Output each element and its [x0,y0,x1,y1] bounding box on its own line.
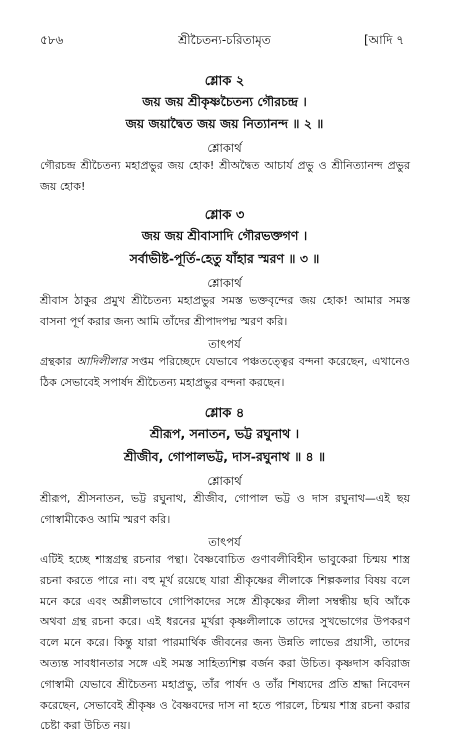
purport-italic-term: আদিলীলার [76,355,127,368]
translation-label: শ্লোকার্থ [207,474,242,488]
purport-lead: গ্রন্থকার [40,355,77,368]
page-number: ৫৮৬ [40,33,64,47]
translation-label: শ্লোকার্থ [207,141,242,155]
verse-line: জয় জয় শ্রীবাসাদি গৌরভক্তগণ । [141,228,308,243]
purport-text: এটিই হচ্ছে শাস্ত্রগ্রন্থ রচনার পন্থা। বৈষ্ণবোচিত গুণাবলীবিহীন ভাবুকেরা চিন্ময় শাস্ত্র রচনা করতে পারে না। বহু মূর্খ রয়েছে যারা শ্রীকৃষ্ণের লীলাকে শিল্পকলার বিষয় বলে মনে করে এবং অশ্লীলভাবে গোপিকাদের সঙ্গে শ্রীকৃষ্ণের লীলা সম্বন্ধীয় ছবি আঁকে অথবা গ্রন্থ রচনা করে। এই ধরনের মূর্খরা কৃষ্ণলীলাকে তাদের সুখভোগের উপকরণ বলে মনে করে। কিন্তু যারা পারমার্থিক জীবনের জন্য উন্নতি লাভের প্রয়াসী, তাদের অত্যন্ত সাবধানতার সঙ্গে এই সমস্ত সাহিত্যশিল্প বর্জন করা উচিত। কৃষ্ণদাস কবিরাজ গোস্বামী যেভাবে শ্রীচৈতন্য মহাপ্রভু, তাঁর পার্ষদ ও তাঁর শিষ্যদের প্রতি শ্রদ্ধা নিবেদন করেছেন, সেভাবেই শ্রীকৃষ্ণ ও বৈষ্ণবদের দাস না হতে পারলে, চিন্ময় শাস্ত্র রচনা করার চেষ্টা করা উচিত নয়। [40,553,410,733]
translation-text: শ্রীরূপ, শ্রীসনাতন, ভট্ট রঘুনাথ, শ্রীজীব, গোপাল ভট্ট ও দাস রঘুনাথ—এই ছয় গোস্বামীকেও আমি স্মরণ করি। [40,492,410,526]
verse-heading: শ্লোক ৩ [204,208,245,223]
purport-text [40,352,410,394]
translation-text: গৌরচন্দ্র শ্রীচৈতন্য মহাপ্রভুর জয় হোক! শ্রীঅদ্বৈত আচার্য প্রভু ও শ্রীনিত্যানন্দ প্রভুর জয় হোক! [40,159,410,193]
verse-line: জয় জয়াদ্বৈত জয় জয় নিত্যানন্দ ॥ ২ ॥ [125,116,324,131]
translation-text: শ্রীবাস ঠাকুর প্রমুখ শ্রীচৈতন্য মহাপ্রভুর সমস্ত ভক্তবৃন্দের জয় হোক! আমার সমস্ত বাসনা পূর্ণ করার জন্য আমি তাঁদের শ্রীপাদপদ্ম স্মরণ করি। [40,294,410,328]
translation-label: শ্লোকার্থ [207,276,242,290]
verse-line: শ্রীরূপ, সনাতন, ভট্ট রঘুনাথ । [149,426,300,441]
purport-rest: সপ্তম পরিচ্ছেদে যেভাবে পঞ্চতত্ত্বের বন্দনা করেছেন, এখানেও ঠিক সেভাবেই সপার্ষদ শ্রীচৈতন্য মহাপ্রভুর বন্দনা করছেন। [40,355,410,389]
verse-line: শ্রীজীব, গোপালভট্ট, দাস-রঘুনাথ ॥ ৪ ॥ [123,449,326,464]
purport-label: তাৎপর্য [208,535,241,549]
chapter-reference: [আদি ৭ [364,33,405,47]
verse-heading: শ্লোক ২ [204,74,245,89]
verse-heading: শ্লোক ৪ [204,406,245,421]
verse-line: জয় জয় শ্রীকৃষ্ণচৈতন্য গৌরচন্দ্র । [142,94,307,109]
verse-line: সর্বাভীষ্ট-পূর্তি-হেতু যাঁহার স্মরণ ॥ ৩ ॥ [129,251,320,266]
purport-label: তাৎপর্য [208,337,241,351]
running-title: শ্রীচৈতন্য-চরিতামৃত [178,33,271,47]
